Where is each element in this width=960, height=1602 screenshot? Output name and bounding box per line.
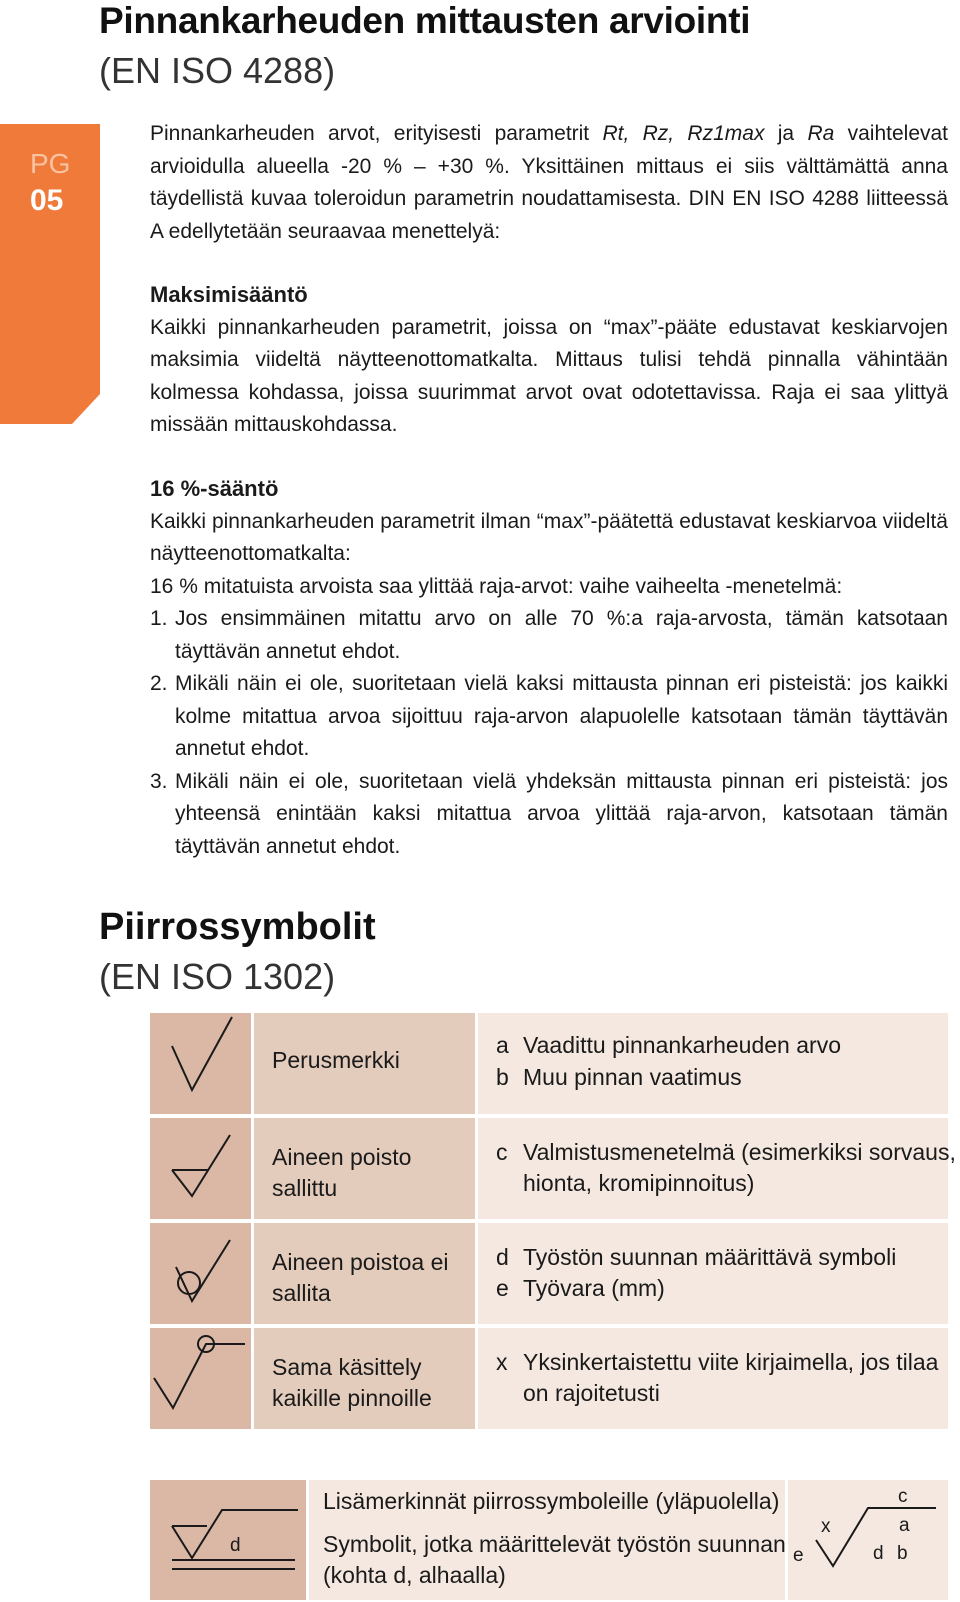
rule16-line2: 16 % mitatuista arvoista saa ylittää raja-arvot: vaihe vaiheelta -menetelmä: <box>150 574 843 598</box>
symbol-name-line: Aineen poisto <box>272 1144 412 1170</box>
intro-params: Rt, Rz, Rz1max <box>602 122 765 145</box>
list-number: 3. <box>150 769 168 793</box>
intro-text: vaihtelevat arvioidulla alueella -20 % – +30 %. Yksittäinen mittaus ei siis välttämättä anna täydellistä kuvaa toleroidun parametrin noudattamisesta. DIN EN ISO 4288 liitteessä A edellytetään seuraavaa menettelyä: <box>150 122 949 243</box>
list-text: Mikäli näin ei ole, suoritetaan vielä kaksi mittausta pinnan eri pisteistä: jos kaikki kolme mitattua arvoa sijoittuu raja-arvon alapuolelle katsotaan tämän täyttävän annetut ehdot. <box>175 672 948 760</box>
symbol-name-line: kaikille pinnoille <box>272 1385 432 1411</box>
page-title: Pinnankarheuden mittausten arviointi <box>99 0 751 41</box>
list-text: Jos ensimmäinen mitattu arvo on alle 70 %:a raja-arvosta, tämän katsotaan täyttävän annetut ehdot. <box>175 607 948 663</box>
symbol-positions-icon <box>788 1480 948 1600</box>
direction-symbol-icon <box>150 1480 306 1600</box>
basic-symbol-icon <box>150 1013 251 1114</box>
symbol-name-line: Aineen poistoa ei <box>272 1249 449 1275</box>
material-removal-not-allowed-icon <box>150 1223 251 1324</box>
symbol-name-cell <box>254 1118 475 1219</box>
table-row <box>150 1223 948 1324</box>
symbol-desc-cell <box>478 1013 948 1114</box>
page-subtitle: (EN ISO 4288) <box>99 50 336 91</box>
rule16-heading: 16 %-sääntö <box>150 476 279 501</box>
label-x: x <box>821 1516 831 1537</box>
label-e: e <box>793 1545 804 1566</box>
desc-key: c <box>496 1139 508 1165</box>
max-rule-section <box>150 279 948 442</box>
rule16-section <box>150 473 948 863</box>
symbol-desc-cell <box>478 1118 956 1219</box>
symbols-subtitle: (EN ISO 1302) <box>99 956 336 997</box>
intro-param-ra: Ra <box>807 122 835 145</box>
desc-key: a <box>496 1032 509 1058</box>
desc-line <box>496 1030 841 1061</box>
desc-line <box>496 1242 896 1273</box>
symbol-name <box>272 1352 432 1414</box>
material-removal-allowed-icon <box>150 1118 251 1219</box>
list-text: Mikäli näin ei ole, suoritetaan vielä yhdeksän mittausta pinnan eri pisteistä: jos yhteensä enintään kaksi mitattua arvoa ylittää raja-arvon, katsotaan tämän täyttävän annetut ehdot. <box>175 769 948 858</box>
symbols-table <box>150 1013 956 1433</box>
desc-key: x <box>496 1349 508 1375</box>
desc-text-line: on rajoitetusti <box>523 1380 660 1406</box>
table-row <box>150 1013 948 1114</box>
desc-key: e <box>496 1275 509 1301</box>
max-rule-heading: Maksimisääntö <box>150 282 308 307</box>
symbol-desc-cell <box>478 1223 948 1324</box>
label-d: d <box>230 1535 241 1556</box>
symbol-name-line: sallittu <box>272 1175 338 1201</box>
symbol-name <box>272 1142 411 1204</box>
max-rule-text: Kaikki pinnankarheuden parametrit, joissa on “max”-pääte edustavat keskiarvojen maksimia viideltä näytteenottomatkalta. Mittaus tulisi tehdä pinnalla vähintään kolmessa kohdassa, joissa suurimmat arvot ovat odotettavissa. Raja ei saa ylittyä missään mittauskohdassa. <box>150 315 948 436</box>
symbol-name-line: sallita <box>272 1280 331 1306</box>
list-item <box>150 668 948 766</box>
desc-key: d <box>496 1244 509 1270</box>
symbol-name: Perusmerkki <box>272 1047 400 1073</box>
desc-line <box>496 1273 665 1304</box>
symbol-name <box>272 1247 448 1309</box>
all-surfaces-icon <box>150 1328 251 1429</box>
label-c: c <box>898 1486 908 1507</box>
desc-line <box>496 1347 938 1409</box>
section-tab-number: 05 <box>30 184 64 217</box>
desc-text <box>523 1137 956 1199</box>
list-number: 2. <box>150 672 168 695</box>
rule16-steps <box>150 603 948 863</box>
annotation-line2: Symbolit, jotka määrittelevät työstön suunnan <box>323 1531 786 1557</box>
table-row <box>150 1118 956 1219</box>
list-item <box>150 603 948 668</box>
annotation-text-cell <box>309 1480 785 1600</box>
symbol-name-cell <box>254 1328 475 1429</box>
annotation-table <box>150 1480 948 1600</box>
desc-text: Työvara (mm) <box>523 1275 665 1301</box>
rule16-text: Kaikki pinnankarheuden parametrit ilman “max”-päätettä edustavat keskiarvoa viideltä näytteenottomatkalta: <box>150 509 948 565</box>
label-b: b <box>897 1543 908 1564</box>
section-tab-prefix: PG <box>30 148 71 179</box>
desc-text-line: Valmistusmenetelmä (esimerkiksi sorvaus, <box>523 1139 956 1165</box>
desc-text: Muu pinnan vaatimus <box>523 1064 742 1090</box>
desc-line <box>496 1137 956 1199</box>
annotation-line1: Lisämerkinnät piirrossymboleille (yläpuolella) <box>323 1488 780 1514</box>
desc-text-line: Yksinkertaistettu viite kirjaimella, jos tilaa <box>523 1349 939 1375</box>
list-item <box>150 766 948 864</box>
intro-paragraph <box>150 118 948 248</box>
symbol-desc-cell <box>478 1328 948 1429</box>
list-number: 1. <box>150 607 168 630</box>
intro-text: ja <box>764 122 808 145</box>
symbols-title: Piirrossymbolit <box>99 906 376 948</box>
desc-line <box>496 1062 742 1093</box>
label-a: a <box>899 1515 910 1536</box>
symbol-name-cell <box>254 1223 475 1324</box>
symbol-name-line: Sama käsittely <box>272 1354 422 1380</box>
desc-text: Vaadittu pinnankarheuden arvo <box>523 1032 841 1058</box>
label-d: d <box>873 1543 884 1564</box>
desc-text: Työstön suunnan määrittävä symboli <box>523 1244 897 1270</box>
annotation-line3: (kohta d, alhaalla) <box>323 1562 506 1588</box>
desc-text-line: hionta, kromipinnoitus) <box>523 1170 755 1196</box>
desc-text <box>523 1347 938 1409</box>
desc-key: b <box>496 1064 509 1090</box>
table-row <box>150 1328 948 1429</box>
symbol-name-cell <box>254 1013 475 1114</box>
intro-text: Pinnankarheuden arvot, erityisesti parametrit <box>150 122 603 145</box>
